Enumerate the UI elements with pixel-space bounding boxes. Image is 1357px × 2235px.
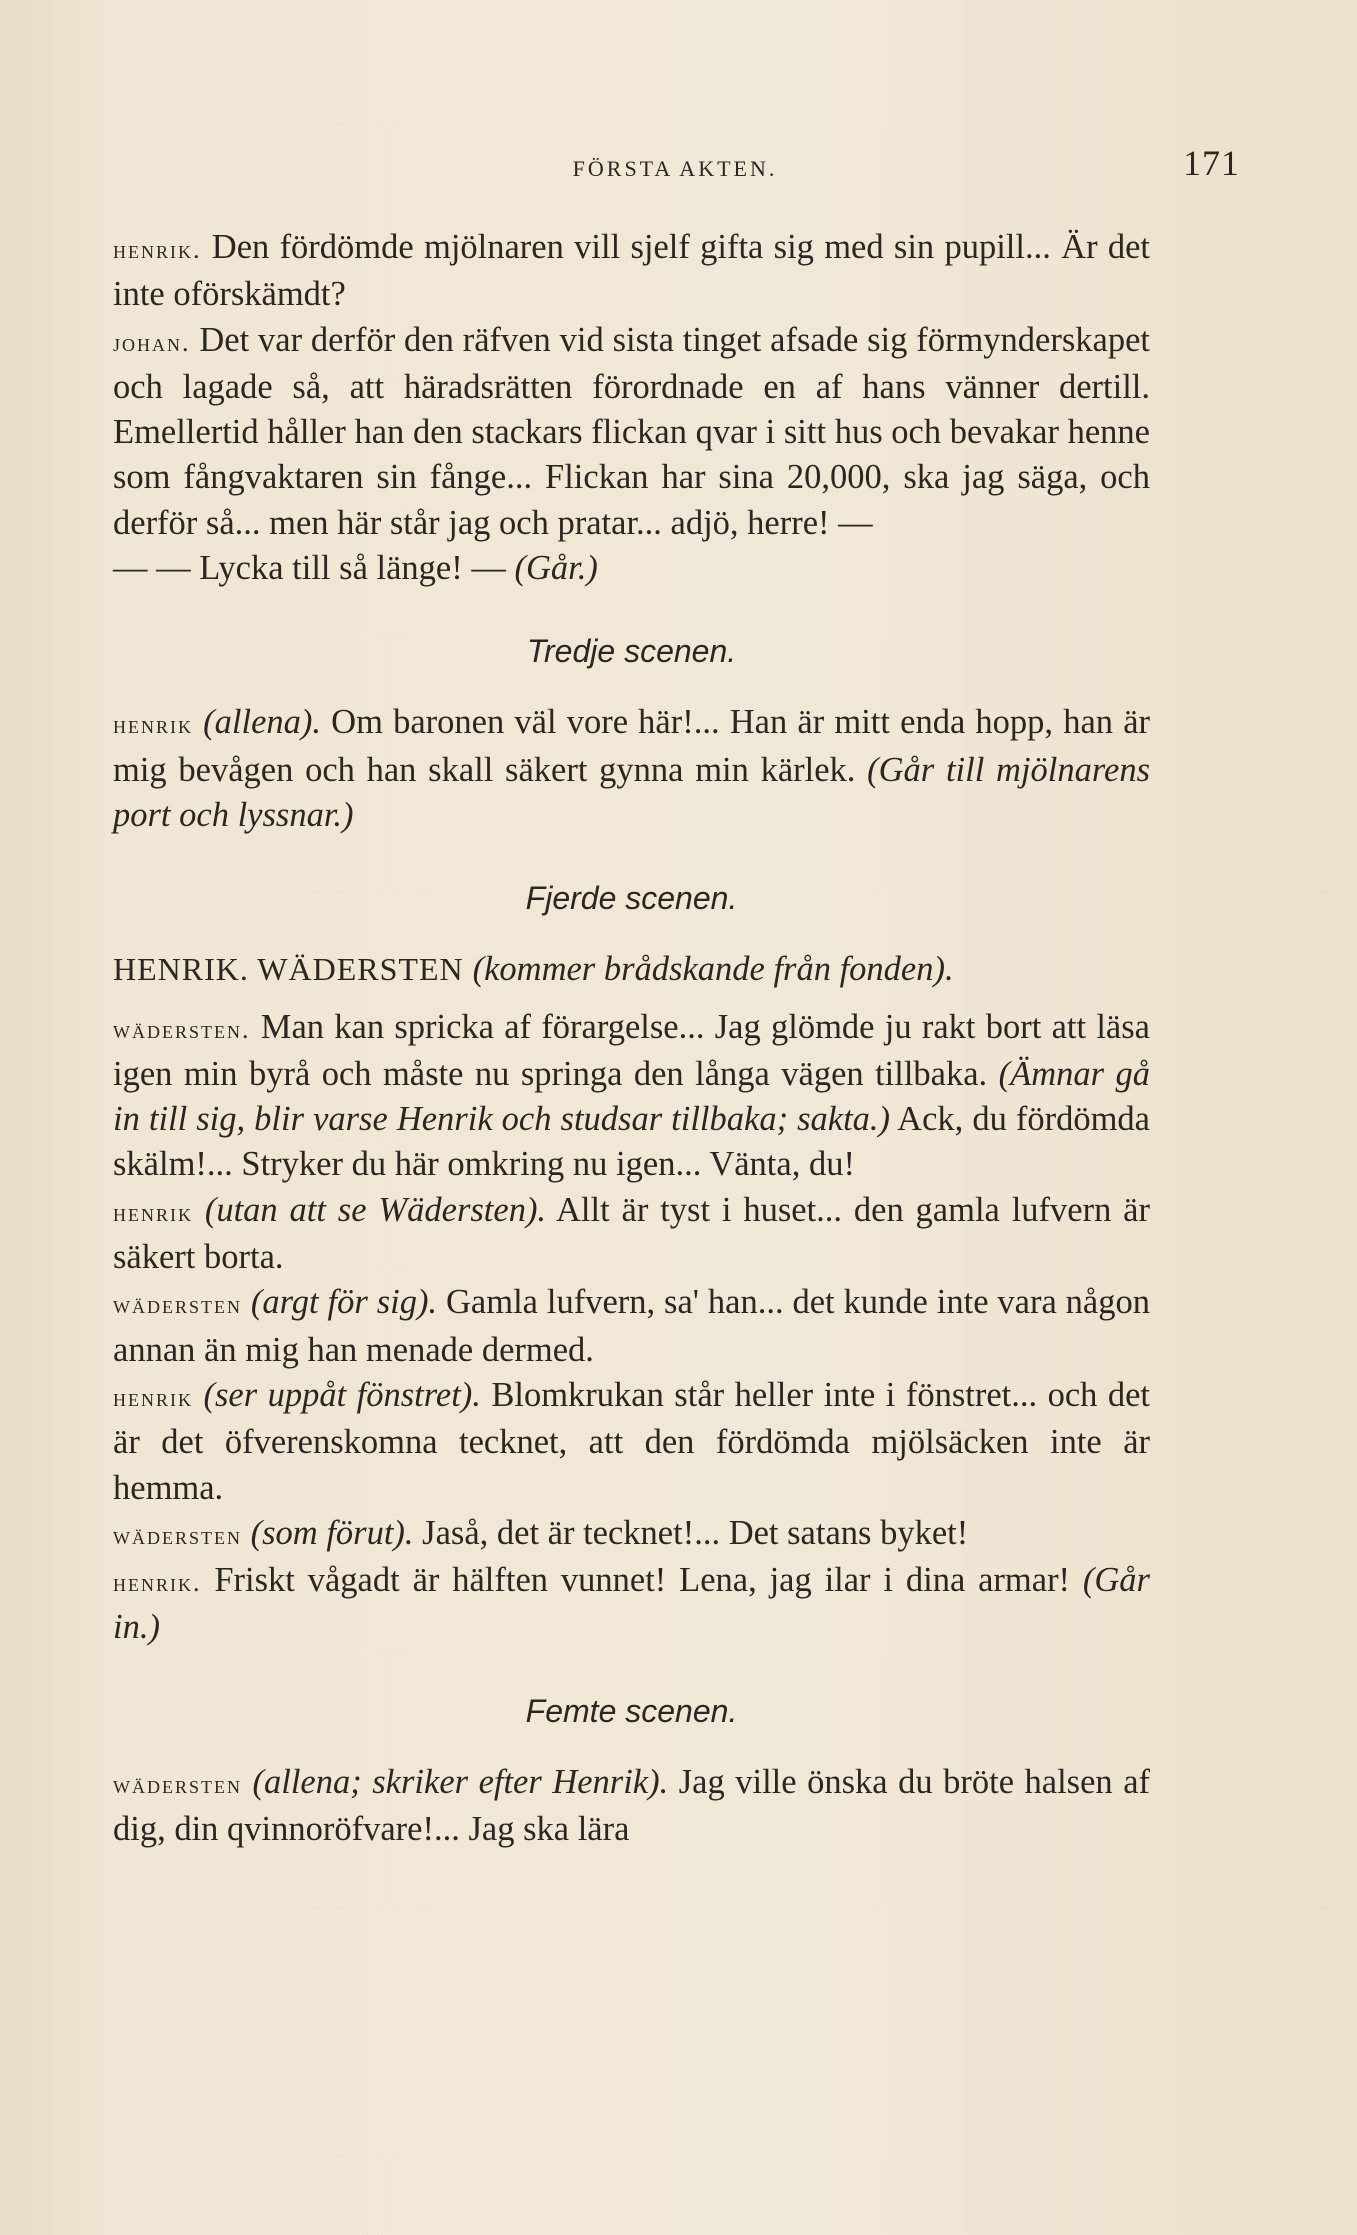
speaker-name: henrik. (113, 235, 202, 264)
stage-direction: (allena). (203, 703, 322, 742)
dialogue-paragraph (113, 1280, 1150, 1373)
dialogue-paragraph (113, 318, 1150, 546)
dialogue-paragraph (113, 225, 1150, 318)
stage-direction: (utan att se Wädersten). (193, 1190, 547, 1229)
dialogue-text: Jaså, det är tecknet!... Det satans byket! (413, 1513, 969, 1552)
dialogue-text: Den fördömde mjölnaren vill sjelf gifta sig med sin pupill... Är det inte oförskämdt? (113, 228, 1150, 314)
stage-direction: (ser uppåt fönstret). (193, 1375, 481, 1414)
dialogue-paragraph (113, 1373, 1150, 1511)
dialogue-paragraph (113, 1760, 1150, 1853)
dialogue-text: Friskt vågadt är hälften vunnet! Lena, jag ilar i dina armar! (201, 1561, 1083, 1600)
dialogue-paragraph (113, 1511, 1150, 1558)
page-body (113, 225, 1150, 1852)
dialogue-text: Man kan spricka af förargelse... Jag glömde ju rakt bort att läsa igen min byrå och måste nu springa den långa vägen tillbaka. (113, 1007, 1150, 1093)
running-title: FÖRSTA AKTEN. (572, 156, 778, 181)
speaker-name: wädersten (113, 1520, 242, 1550)
running-head (110, 142, 1240, 192)
dialogue-text: Ack, du fördömda skälm!... Stryker du här omkring nu igen... Vänta, du! (113, 1100, 1150, 1184)
dialogue-paragraph (113, 1005, 1150, 1188)
speaker-name: wädersten (113, 1769, 242, 1799)
dialogue-text: — — Lycka till så länge! — (113, 549, 515, 588)
stage-direction: (kommer brådskande från fonden). (472, 950, 954, 989)
speaker-name: henrik (113, 710, 193, 740)
dialogue-text: Jag ville önska du bröte halsen af dig, din qvinnoröfvare!... Jag ska lära (113, 1762, 1150, 1849)
scene-heading: Femte scenen. (525, 1692, 738, 1729)
stage-direction: (Går till mjölnarens port och lyssnar.) (113, 750, 1151, 834)
cast-names: HENRIK. WÄDERSTEN (113, 951, 473, 988)
stage-direction: (argt för sig). (242, 1283, 438, 1322)
speaker-name: henrik. (113, 1568, 202, 1598)
stage-direction: (allena; skriker efter Henrik). (242, 1762, 669, 1801)
dialogue-paragraph (113, 1188, 1150, 1281)
stage-direction: (Ämnar gå in till sig, blir varse Henrik och studsar tillbaka; sakta.) (113, 1054, 1150, 1139)
stage-direction: (Går.) (514, 549, 598, 588)
scene-heading: Tredje scenen. (526, 633, 737, 670)
stage-direction: (som förut). (242, 1513, 414, 1552)
dialogue-paragraph (113, 546, 1150, 591)
dialogue-text: Om baronen väl vore här!... Han är mitt enda hopp, han är mig bevågen och han skall säkert gynna min kärlek. (113, 703, 1150, 789)
stage-direction: (Går in.) (113, 1561, 1150, 1647)
cast-list (113, 947, 1150, 992)
dialogue-text: Allt är tyst i huset... den gamla lufvern är säkert borta. (113, 1190, 1150, 1277)
scene-heading: Fjerde scenen. (525, 880, 738, 917)
speaker-name: henrik (113, 1197, 193, 1227)
speaker-name: johan. (113, 327, 191, 357)
speaker-name: wädersten. (113, 1014, 251, 1044)
dialogue-text: Gamla lufvern, sa' han... det kunde inte vara någon annan än mig han menade dermed. (113, 1283, 1150, 1369)
page-number: 171 (1183, 143, 1240, 183)
speaker-name: wädersten (113, 1290, 242, 1320)
dialogue-paragraph (113, 700, 1150, 838)
dialogue-text: Det var derför den räfven vid sista tinget afsade sig förmynderskapet och lagade så, att häradsrätten förordnade en af hans vänner dertill. Emellertid håller han den stackars flickan qvar i sitt hus och bevakar henne som fångvaktaren sin fånge... Flickan har sina 20,000, ska jag säga, och derför så... men här står jag och pratar... adjö, herre! — (113, 320, 1150, 542)
dialogue-paragraph (113, 1558, 1150, 1651)
speaker-name: henrik (113, 1382, 193, 1412)
dialogue-text: Blomkrukan står heller inte i fönstret... och det är det öfverenskomna tecknet, att den fördömda mjölsäcken inte är hemma. (113, 1375, 1150, 1507)
